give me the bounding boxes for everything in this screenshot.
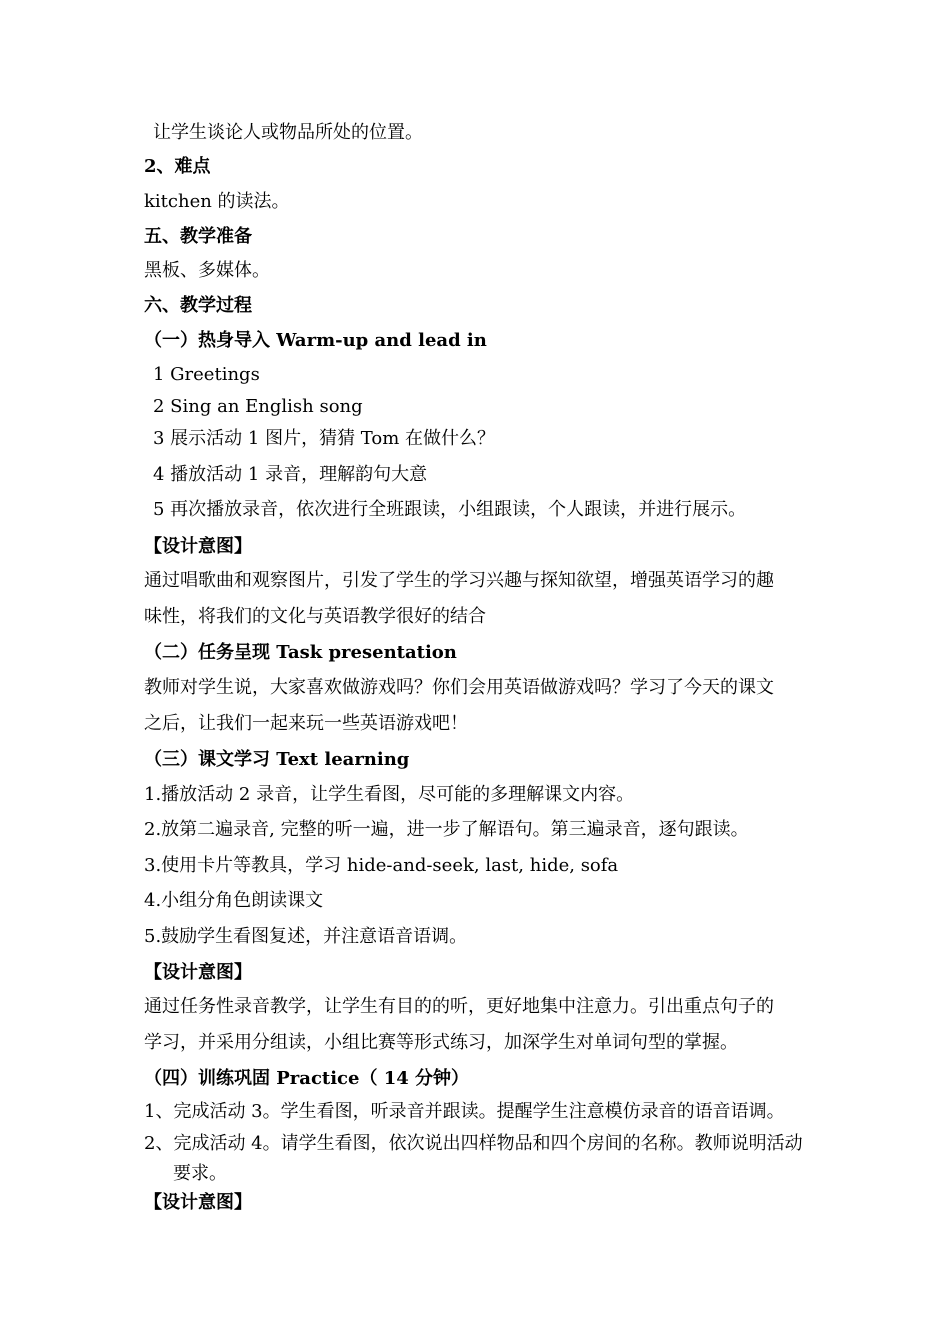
text-line: 通过唱歌曲和观察图片，引发了学生的学习兴趣与探知欲望，增强英语学习的趣: [144, 570, 774, 591]
text-line: 之后，让我们一起来玩一些英语游戏吧！: [144, 713, 468, 734]
subsection-heading: （一）热身导入 Warm-up and lead in: [144, 330, 487, 351]
list-item: 2 Sing an English song: [153, 396, 363, 417]
section-heading: 2、难点: [144, 156, 211, 177]
text-line: 学习，并采用分组读，小组比赛等形式练习，加深学生对单词句型的掌握。: [144, 1032, 738, 1053]
text-line: 教师对学生说，大家喜欢做游戏吗？你们会用英语做游戏吗？学习了今天的课文: [144, 677, 774, 698]
list-item: 2、完成活动 4。请学生看图，依次说出四样物品和四个房间的名称。教师说明活动: [144, 1133, 803, 1154]
text-line: 让学生谈论人或物品所处的位置。: [153, 122, 423, 143]
section-heading: 六、教学过程: [144, 295, 252, 316]
subsection-heading: （三）课文学习 Text learning: [144, 749, 410, 770]
subsection-heading: （四）训练巩固 Practice（ 14 分钟）: [144, 1068, 470, 1089]
design-intent-heading: 【设计意图】: [144, 962, 252, 983]
list-item: 5.鼓励学生看图复述，并注意语音语调。: [144, 926, 468, 947]
design-intent-heading: 【设计意图】: [144, 1192, 252, 1213]
text-line: 通过任务性录音教学，让学生有目的的听，更好地集中注意力。引出重点句子的: [144, 996, 774, 1017]
list-item-continuation: 要求。: [173, 1163, 227, 1184]
section-heading: 五、教学准备: [144, 226, 252, 247]
list-item: 1、完成活动 3。学生看图，听录音并跟读。提醒学生注意模仿录音的语音语调。: [144, 1101, 785, 1122]
list-item: 1.播放活动 2 录音，让学生看图，尽可能的多理解课文内容。: [144, 784, 635, 805]
list-item: 5 再次播放录音，依次进行全班跟读，小组跟读，个人跟读，并进行展示。: [153, 499, 747, 520]
list-item: 2.放第二遍录音, 完整的听一遍，进一步了解语句。第三遍录音，逐句跟读。: [144, 819, 749, 840]
text-line: 黑板、多媒体。: [144, 260, 270, 281]
list-item: 4.小组分角色朗读课文: [144, 890, 324, 911]
subsection-heading: （二）任务呈现 Task presentation: [144, 642, 457, 663]
text-line: kitchen 的读法。: [144, 191, 290, 212]
list-item: 4 播放活动 1 录音，理解韵句大意: [153, 464, 428, 485]
text-line: 味性，将我们的文化与英语教学很好的结合: [144, 606, 486, 627]
list-item: 1 Greetings: [153, 364, 260, 385]
list-item: 3.使用卡片等教具，学习 hide-and-seek, last, hide, sofa: [144, 855, 619, 876]
design-intent-heading: 【设计意图】: [144, 536, 252, 557]
list-item: 3 展示活动 1 图片，猜猜 Tom 在做什么？: [153, 428, 496, 449]
